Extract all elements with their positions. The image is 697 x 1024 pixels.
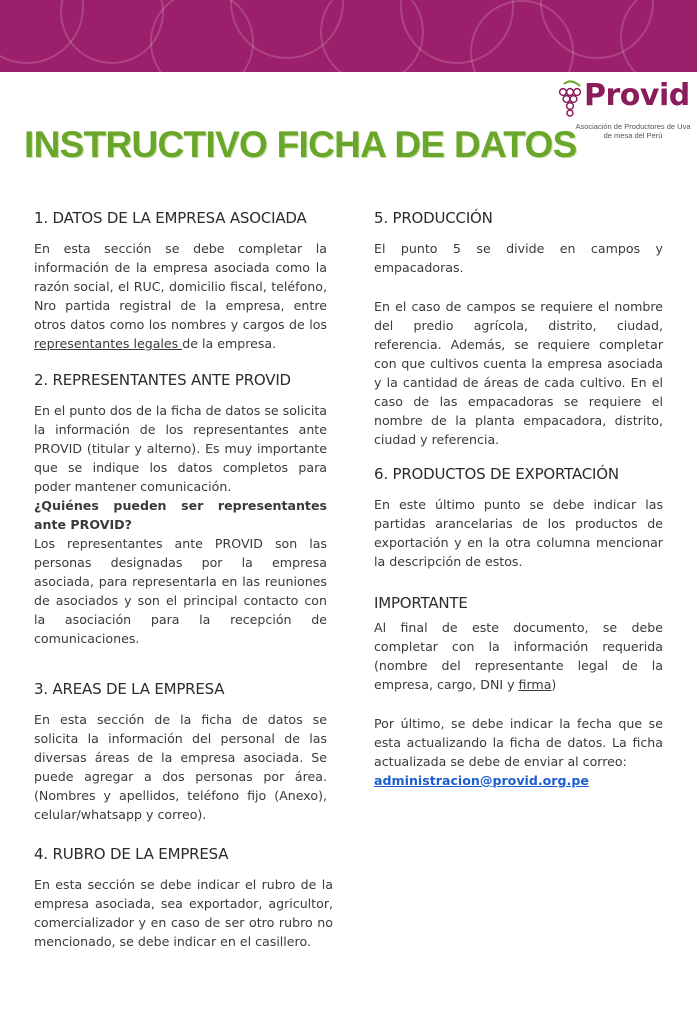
legal-representatives-link: representantes legales xyxy=(34,336,183,351)
section-export-products xyxy=(374,465,663,571)
section-text: Por último, se debe indicar la fecha que se esta actualizando la ficha de datos. La ficha actualizada se debe de enviar al correo: xyxy=(374,716,663,769)
logo-subtitle: Asociación de Productores de Uva de mesa del Perú xyxy=(575,122,691,140)
section-important xyxy=(374,594,663,790)
section-representatives xyxy=(34,371,327,648)
page-title: INSTRUCTIVO FICHA DE DATOS xyxy=(24,124,577,165)
signature-word: firma xyxy=(518,677,552,692)
section-text: En el caso de campos se requiere el nombre del predio agrícola, distrito, ciudad, referencia. Además, se requiere completar con que cultivos cuenta la empresa asociada y la cantidad de áreas de cada cultivo. En el caso de las empacadoras se requiere el nombre de la planta empacadora, distrito, ciudad y referencia. xyxy=(374,299,663,447)
section-text: En esta sección se debe completar la información de la empresa asociada como la razón social, el RUC, domicilio fiscal, teléfono, Nro partida registral de la empresa, entre otros datos como los nombres y cargos de los representantes legales de la empresa. xyxy=(34,241,327,351)
answer-text: Los representantes ante PROVID son las personas designadas por la empresa asociada, para representarla en las reuniones de asociados y son el principal contacto con la asociación para la recepción de comunicaciones. xyxy=(34,536,327,646)
section-heading: 6. PRODUCTOS DE EXPORTACIÓN xyxy=(374,465,619,483)
question-text: ¿Quiénes pueden ser representantes ante PROVID? xyxy=(34,498,327,532)
section-areas xyxy=(34,680,327,824)
section-heading: 3. AREAS DE LA EMPRESA xyxy=(34,680,225,698)
section-text: Al final de este documento, se debe completar con la información requerida (nombre del representante legal de la empresa, cargo, DNI y firma) xyxy=(374,620,663,692)
grapes-icon xyxy=(556,80,586,122)
section-business-type xyxy=(34,845,333,951)
section-text: En esta sección se debe indicar el rubro de la empresa asociada, sea exportador, agricultor, comercializador y en caso de ser otro rubro no mencionado, se debe indicar en el casillero. xyxy=(34,877,333,949)
section-heading: IMPORTANTE xyxy=(374,594,468,612)
section-heading: 1. DATOS DE LA EMPRESA ASOCIADA xyxy=(34,209,307,227)
section-production xyxy=(374,209,663,449)
section-text: En este último punto se debe indicar las partidas arancelarias de los productos de exportación y en la otra columna mencionar la descripción de estos. xyxy=(374,497,663,569)
logo-name: Provid xyxy=(584,78,690,113)
section-heading: 2. REPRESENTANTES ANTE PROVID xyxy=(34,371,291,389)
header-banner xyxy=(0,0,697,72)
section-text: En el punto dos de la ficha de datos se solicita la información de los representantes ante PROVID (titular y alterno). Es muy importante que se indique los datos completos para poder mantener comunicación. xyxy=(34,403,327,494)
section-text: En esta sección de la ficha de datos se solicita la información del personal de las diversas áreas de la empresa asociada. Se puede agregar a dos personas por área. (Nombres y apellidos, teléfono fijo (Anexo), celular/whatsapp y correo). xyxy=(34,712,327,822)
section-text: El punto 5 se divide en campos y empacadoras. xyxy=(374,241,663,275)
email-link[interactable]: administracion@provid.org.pe xyxy=(374,773,589,788)
section-heading: 5. PRODUCCIÓN xyxy=(374,209,493,227)
section-heading: 4. RUBRO DE LA EMPRESA xyxy=(34,845,229,863)
section-company-data xyxy=(34,209,327,353)
